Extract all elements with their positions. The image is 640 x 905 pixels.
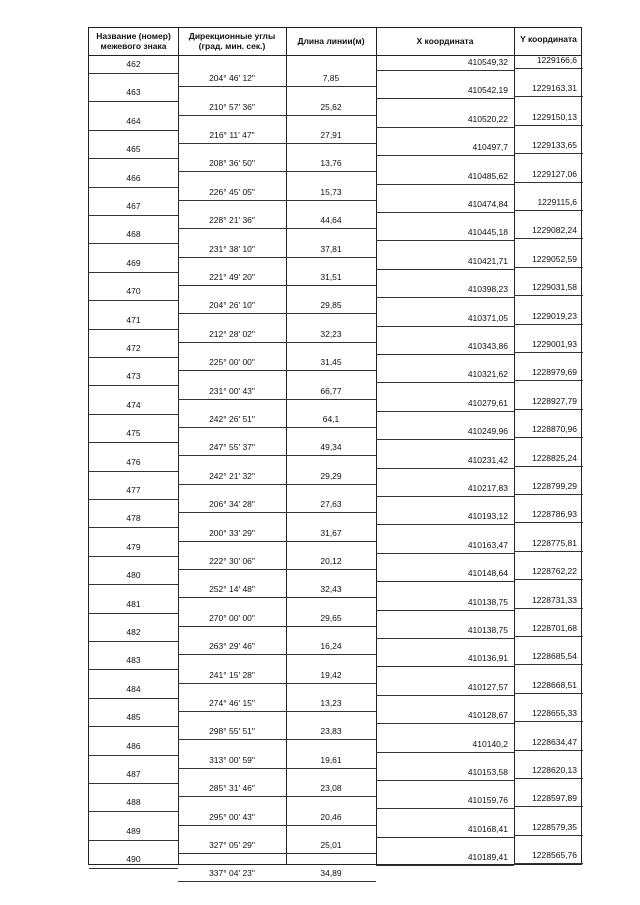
x-coordinate: 410398,23 (467, 284, 508, 295)
line-length: 25,01 (320, 840, 342, 850)
y-coordinate: 1228786,93 (532, 509, 577, 520)
direction-angle: 270° 00' 00" (209, 612, 255, 623)
row-underline (376, 610, 514, 611)
row-underline (514, 96, 583, 97)
y-coordinate: 1229001,93 (532, 339, 577, 349)
y-coordinate: 1228668,51 (532, 679, 577, 690)
direction-angle: 231° 38' 10" (209, 243, 255, 254)
row-underline (178, 739, 286, 740)
row-underline (286, 86, 376, 87)
row-underline (178, 370, 286, 371)
row-underline (89, 187, 178, 188)
line-length: 19,61 (320, 754, 342, 765)
row-underline (286, 853, 376, 854)
row-underline (376, 297, 514, 298)
row-underline (178, 455, 286, 456)
direction-angle: 241° 15' 28" (209, 669, 255, 680)
y-coordinate: 1228825,24 (532, 452, 577, 463)
direction-angle: 285° 31' 46" (209, 783, 255, 794)
y-coordinate: 1228762,22 (532, 566, 577, 577)
row-underline (89, 726, 178, 727)
row-underline (514, 494, 583, 495)
direction-angle: 337° 04' 23" (209, 868, 255, 879)
point-name: 487 (126, 769, 141, 779)
point-name: 470 (126, 286, 141, 297)
x-coordinate: 410542,19 (467, 85, 508, 96)
row-underline (376, 808, 514, 809)
row-underline (286, 711, 376, 712)
row-underline (89, 868, 178, 869)
row-underline (286, 370, 376, 371)
direction-angle: 242° 21' 32" (209, 470, 255, 481)
line-length: 27,91 (320, 130, 342, 140)
x-coordinate: 410497,7 (472, 142, 508, 153)
row-underline (376, 98, 514, 99)
direction-angle: 228° 21' 36" (209, 215, 255, 226)
row-underline (514, 68, 583, 69)
row-underline (514, 267, 583, 268)
row-underline (178, 427, 286, 428)
direction-angle: 206° 34' 28" (209, 499, 255, 510)
row-underline (89, 584, 178, 585)
x-coordinate: 410371,05 (467, 312, 508, 323)
row-underline (89, 698, 178, 699)
point-name: 463 (126, 87, 141, 98)
y-coordinate: 1229082,24 (532, 225, 577, 236)
row-underline (89, 613, 178, 614)
row-underline (178, 881, 286, 882)
row-underline (286, 455, 376, 456)
row-underline (286, 796, 376, 797)
row-underline (178, 115, 286, 116)
y-coordinate: 1228979,69 (532, 367, 577, 378)
direction-angle: 216° 11' 47" (209, 130, 255, 140)
line-length: 29,29 (320, 470, 342, 481)
direction-angle: 327° 05' 29" (209, 840, 255, 850)
row-underline (89, 499, 178, 500)
row-underline (376, 269, 514, 270)
row-underline (286, 683, 376, 684)
boundary-coordinates-table (88, 27, 582, 879)
row-underline (178, 654, 286, 655)
line-length: 13,23 (320, 698, 342, 708)
point-name: 469 (126, 257, 141, 268)
row-underline (514, 380, 583, 381)
row-underline (376, 70, 514, 71)
row-underline (514, 664, 583, 665)
row-underline (376, 127, 514, 128)
point-name: 482 (126, 627, 141, 637)
x-coordinate: 410249,96 (467, 426, 508, 437)
row-underline (178, 171, 286, 172)
row-underline (286, 342, 376, 343)
row-underline (376, 382, 514, 383)
point-name: 471 (126, 314, 141, 325)
y-coordinate: 1229133,65 (532, 140, 577, 151)
x-coordinate: 410485,62 (467, 170, 508, 181)
line-length: 20,46 (320, 811, 342, 822)
row-underline (89, 130, 178, 131)
line-length: 13,76 (320, 158, 342, 169)
row-underline (514, 693, 583, 694)
row-underline (376, 184, 514, 185)
row-underline (514, 721, 583, 722)
y-coordinate: 1229115,6 (537, 197, 577, 207)
y-coordinate: 1229127,06 (532, 168, 577, 179)
row-underline (178, 200, 286, 201)
row-underline (286, 654, 376, 655)
y-coordinate: 1228731,33 (532, 594, 577, 605)
row-underline (286, 257, 376, 258)
row-underline (178, 512, 286, 513)
direction-angle: 222° 30' 06" (209, 556, 255, 566)
y-coordinate: 1229031,58 (532, 282, 577, 293)
y-coordinate: 1228799,29 (532, 481, 577, 491)
row-underline (514, 125, 583, 126)
row-underline (376, 439, 514, 440)
row-underline (178, 853, 286, 854)
row-underline (376, 581, 514, 582)
row-underline (286, 626, 376, 627)
row-underline (286, 228, 376, 229)
row-underline (89, 556, 178, 557)
direction-angle: 274° 46' 15" (209, 698, 255, 708)
line-length: 20,12 (320, 556, 342, 566)
point-name: 488 (126, 797, 141, 808)
x-coordinate: 410148,64 (467, 568, 508, 579)
header-name: Название (номер) межевого знака (96, 31, 171, 51)
x-coordinate: 410153,58 (467, 767, 508, 777)
direction-angle: 221° 49' 20" (209, 272, 255, 282)
row-underline (178, 143, 286, 144)
row-underline (89, 101, 178, 102)
row-underline (376, 354, 514, 355)
row-underline (514, 806, 583, 807)
line-length: 66,77 (320, 385, 342, 396)
x-coordinate: 410163,47 (467, 539, 508, 550)
x-coordinate: 410189,41 (467, 852, 508, 863)
x-coordinate: 410279,61 (467, 397, 508, 408)
row-underline (178, 228, 286, 229)
line-length: 23,08 (320, 783, 342, 794)
row-underline (376, 723, 514, 724)
x-coordinate: 410321,62 (467, 369, 508, 380)
row-underline (376, 212, 514, 213)
point-name: 475 (126, 428, 141, 439)
line-length: 15,73 (320, 186, 342, 197)
x-coordinate: 410127,57 (467, 681, 508, 692)
row-underline (376, 240, 514, 241)
row-underline (376, 666, 514, 667)
row-underline (514, 409, 583, 410)
row-underline (286, 825, 376, 826)
row-underline (178, 285, 286, 286)
row-underline (89, 471, 178, 472)
row-underline (286, 115, 376, 116)
direction-angle: 226° 45' 05" (209, 186, 255, 197)
x-coordinate: 410168,41 (467, 823, 508, 834)
row-underline (286, 171, 376, 172)
line-length: 44,64 (320, 215, 342, 226)
direction-angle: 212° 28' 02" (209, 328, 255, 339)
line-length: 16,24 (320, 641, 342, 652)
x-coordinate: 410231,42 (467, 454, 508, 465)
row-underline (376, 468, 514, 469)
row-underline (376, 155, 514, 156)
point-name: 474 (126, 399, 141, 410)
row-underline (89, 840, 178, 841)
x-coordinate: 410140,2 (472, 738, 508, 749)
row-underline (514, 750, 583, 751)
line-length: 31,51 (320, 272, 342, 282)
row-underline (89, 755, 178, 756)
point-name: 480 (126, 570, 141, 581)
y-coordinate: 1229019,23 (532, 310, 577, 321)
row-underline (89, 641, 178, 642)
point-name: 477 (126, 485, 141, 495)
x-coordinate: 410343,86 (467, 341, 508, 351)
x-coordinate: 410138,75 (467, 596, 508, 607)
row-underline (514, 182, 583, 183)
row-underline (376, 752, 514, 753)
row-underline (514, 466, 583, 467)
row-underline (514, 579, 583, 580)
line-length: 27,63 (320, 499, 342, 510)
direction-angle: 313° 00' 59" (209, 754, 255, 765)
row-underline (89, 243, 178, 244)
point-name: 462 (126, 59, 141, 69)
line-length: 29,65 (320, 612, 342, 623)
line-length: 64,1 (322, 414, 340, 424)
header-x: X координата (416, 36, 474, 46)
row-underline (89, 272, 178, 273)
point-name: 465 (126, 144, 141, 155)
x-coordinate: 410421,71 (467, 255, 508, 266)
row-underline (178, 86, 286, 87)
row-underline (178, 825, 286, 826)
row-underline (89, 527, 178, 528)
line-length: 31,67 (320, 527, 342, 538)
point-name: 481 (126, 598, 141, 609)
row-underline (514, 608, 583, 609)
row-underline (89, 357, 178, 358)
row-underline (514, 778, 583, 779)
x-coordinate: 410445,18 (467, 227, 508, 238)
row-underline (286, 512, 376, 513)
row-underline (514, 835, 583, 836)
direction-angle: 200° 33' 29" (209, 527, 255, 538)
row-underline (89, 158, 178, 159)
point-name: 472 (126, 343, 141, 353)
header-angle: Дирекционные углы (град. мин. сек.) (188, 31, 276, 51)
row-underline (514, 551, 583, 552)
x-coordinate: 410520,22 (467, 113, 508, 124)
direction-angle: 252° 14' 48" (209, 584, 255, 595)
row-underline (178, 626, 286, 627)
y-coordinate: 1229163,31 (532, 83, 577, 94)
line-length: 32,23 (320, 328, 342, 339)
point-name: 490 (126, 854, 141, 865)
point-name: 478 (126, 513, 141, 524)
row-underline (286, 768, 376, 769)
row-underline (514, 636, 583, 637)
row-underline (89, 300, 178, 301)
x-coordinate: 410128,67 (467, 710, 508, 721)
row-underline (89, 385, 178, 386)
line-length: 37,81 (320, 243, 342, 254)
row-underline (178, 342, 286, 343)
line-length: 49,34 (320, 442, 342, 453)
point-name: 483 (126, 655, 141, 666)
line-length: 25,62 (320, 101, 342, 112)
line-length: 7,85 (322, 73, 340, 84)
direction-angle: 225° 00' 00" (209, 357, 255, 368)
direction-angle: 298° 55' 51" (209, 726, 255, 737)
y-coordinate: 1228597,89 (532, 793, 577, 804)
y-coordinate: 1228701,68 (532, 623, 577, 633)
row-underline (376, 865, 514, 866)
line-length: 34,89 (320, 868, 342, 879)
direction-angle: 242° 26' 51" (209, 414, 255, 424)
point-name: 473 (126, 371, 141, 382)
y-coordinate: 1228634,47 (532, 736, 577, 747)
y-coordinate: 1228579,35 (532, 821, 577, 832)
point-name: 489 (126, 825, 141, 836)
row-underline (376, 837, 514, 838)
row-underline (178, 796, 286, 797)
row-underline (286, 597, 376, 598)
point-name: 484 (126, 683, 141, 694)
row-underline (178, 541, 286, 542)
y-coordinate: 1228870,96 (532, 424, 577, 435)
x-coordinate: 410138,75 (467, 625, 508, 635)
x-coordinate: 410549,32 (467, 57, 508, 67)
x-coordinate: 410159,76 (467, 795, 508, 806)
direction-angle: 295° 00' 43" (209, 811, 255, 822)
point-name: 467 (126, 201, 141, 211)
y-coordinate: 1228775,81 (532, 537, 577, 548)
x-coordinate: 410193,12 (467, 511, 508, 522)
point-name: 476 (126, 456, 141, 467)
row-underline (89, 783, 178, 784)
row-underline (178, 484, 286, 485)
row-underline (286, 484, 376, 485)
row-underline (89, 442, 178, 443)
row-underline (89, 811, 178, 812)
point-name: 466 (126, 172, 141, 183)
direction-angle: 210° 57' 36" (209, 101, 255, 112)
row-underline (514, 522, 583, 523)
y-coordinate: 1228685,54 (532, 651, 577, 662)
row-underline (286, 285, 376, 286)
y-coordinate: 1228620,13 (532, 765, 577, 775)
point-name: 464 (126, 115, 141, 126)
row-underline (286, 569, 376, 570)
point-name: 486 (126, 740, 141, 751)
row-underline (178, 768, 286, 769)
row-underline (178, 257, 286, 258)
row-underline (286, 427, 376, 428)
header-y: Y координата (520, 34, 577, 44)
row-underline (286, 313, 376, 314)
point-name: 479 (126, 541, 141, 552)
row-underline (514, 352, 583, 353)
row-underline (89, 73, 178, 74)
row-underline (514, 210, 583, 211)
row-underline (514, 863, 583, 864)
row-underline (178, 313, 286, 314)
row-underline (178, 597, 286, 598)
row-underline (178, 711, 286, 712)
row-underline (514, 437, 583, 438)
row-underline (178, 569, 286, 570)
header-length: Длина линии(м) (297, 36, 365, 46)
y-coordinate: 1229166,6 (536, 55, 577, 65)
direction-angle: 263° 29' 46" (209, 641, 255, 652)
row-underline (376, 780, 514, 781)
row-underline (286, 541, 376, 542)
line-length: 32,43 (320, 584, 342, 595)
row-underline (89, 215, 178, 216)
x-coordinate: 410474,84 (467, 199, 508, 209)
row-underline (514, 238, 583, 239)
row-underline (376, 496, 514, 497)
row-underline (514, 295, 583, 296)
header-divider (89, 55, 581, 56)
row-underline (286, 739, 376, 740)
row-underline (286, 143, 376, 144)
y-coordinate: 1228927,79 (532, 395, 577, 406)
direction-angle: 204° 26' 10" (209, 300, 255, 311)
direction-angle: 247° 55' 37" (209, 442, 255, 453)
line-length: 23,83 (320, 726, 342, 737)
row-underline (376, 638, 514, 639)
row-underline (514, 324, 583, 325)
line-length: 31,45 (320, 357, 342, 368)
y-coordinate: 1228655,33 (532, 708, 577, 719)
row-underline (178, 399, 286, 400)
row-underline (286, 399, 376, 400)
line-length: 19,42 (320, 669, 342, 680)
direction-angle: 204° 46' 12" (209, 73, 255, 84)
y-coordinate: 1229052,59 (532, 253, 577, 264)
row-underline (376, 553, 514, 554)
direction-angle: 208° 36' 50" (209, 158, 255, 169)
x-coordinate: 410136,91 (467, 653, 508, 664)
point-name: 468 (126, 229, 141, 240)
line-length: 29,85 (320, 300, 342, 311)
row-underline (376, 411, 514, 412)
y-coordinate: 1228565,76 (532, 850, 577, 861)
row-underline (286, 200, 376, 201)
row-underline (286, 881, 376, 882)
row-underline (376, 326, 514, 327)
row-underline (89, 669, 178, 670)
row-underline (178, 683, 286, 684)
row-underline (89, 414, 178, 415)
y-coordinate: 1229150,13 (532, 111, 577, 122)
row-underline (376, 695, 514, 696)
row-underline (376, 524, 514, 525)
direction-angle: 231° 00' 43" (209, 385, 255, 396)
point-name: 485 (126, 712, 141, 723)
row-underline (89, 329, 178, 330)
x-coordinate: 410217,83 (467, 483, 508, 493)
row-underline (514, 153, 583, 154)
